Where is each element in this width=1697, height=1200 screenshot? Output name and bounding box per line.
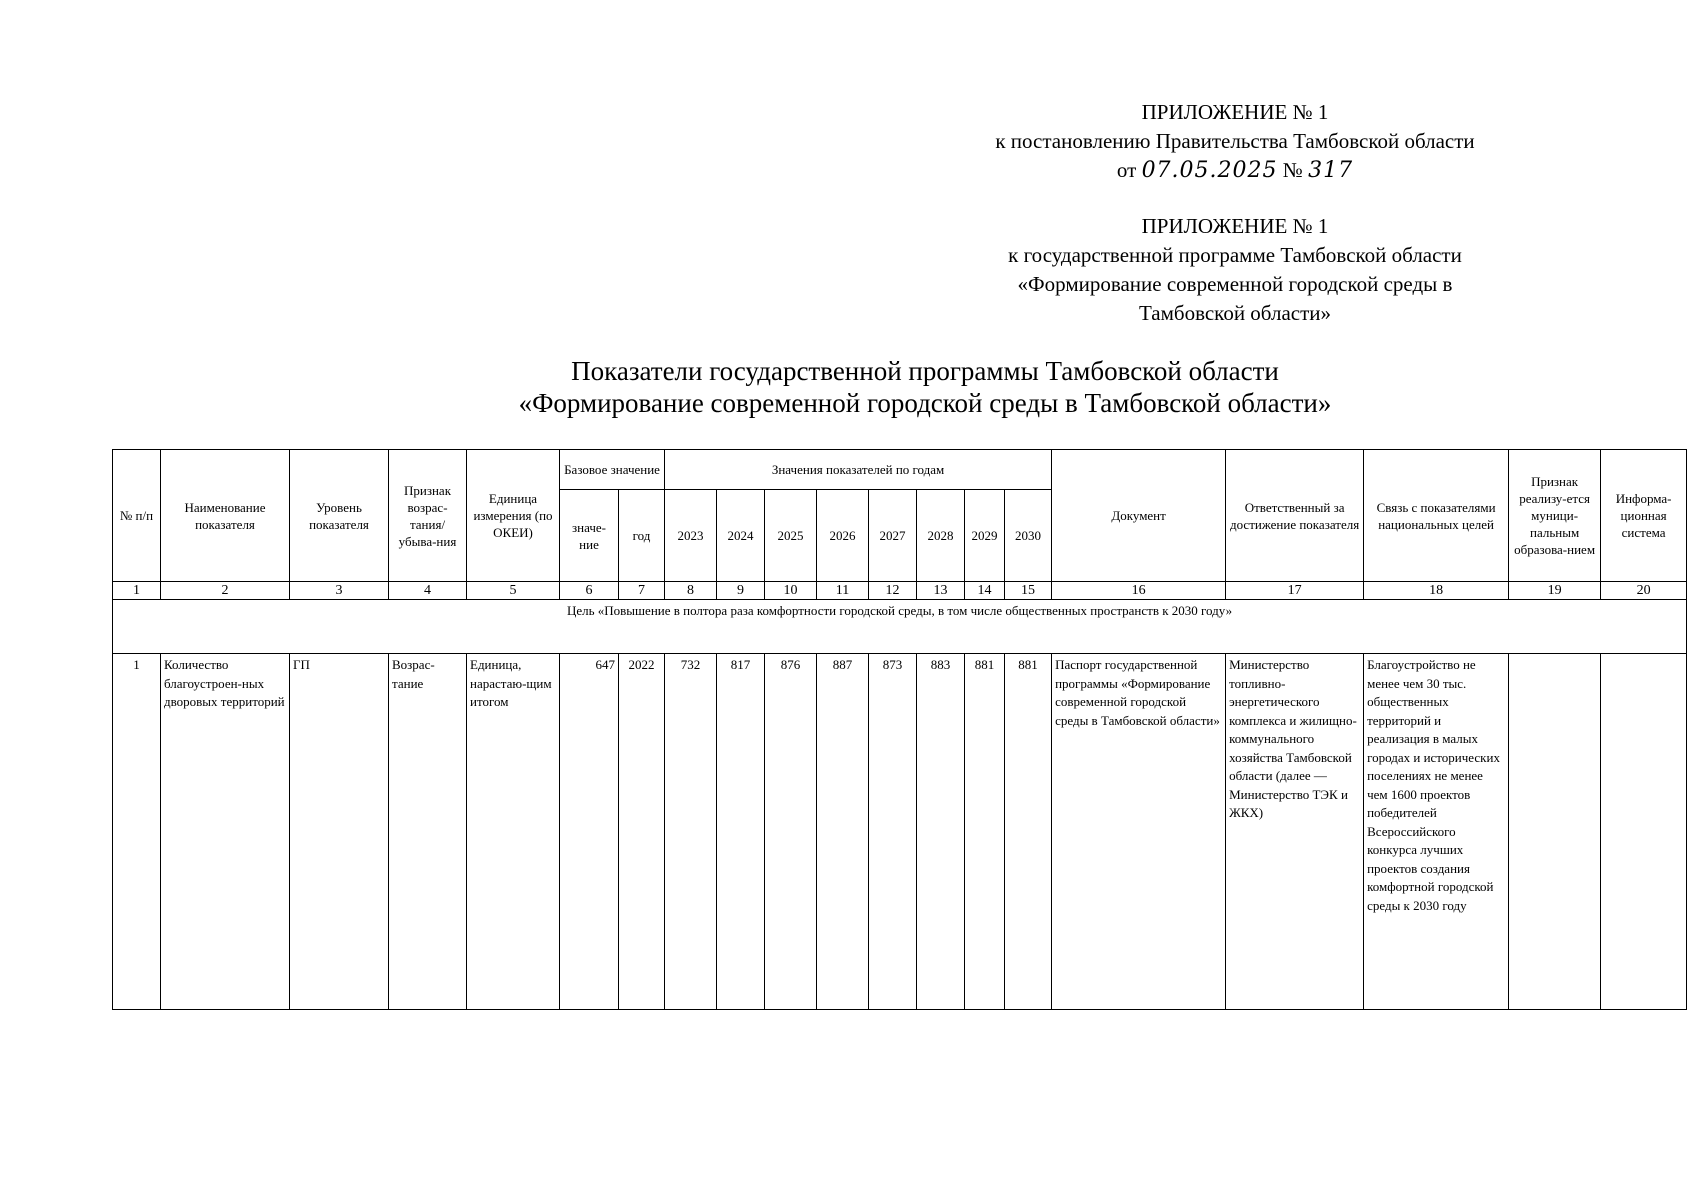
- row-info-system: [1601, 654, 1687, 1010]
- column-number: 13: [917, 582, 965, 600]
- number-label: №: [1282, 158, 1303, 182]
- row-unit: Единица, нарастаю-щим итогом: [467, 654, 560, 1010]
- handwritten-number: 317: [1308, 158, 1354, 183]
- header-year: 2023: [665, 490, 717, 582]
- column-number: 7: [619, 582, 665, 600]
- header-year: 2029: [965, 490, 1005, 582]
- row-name: Количество благоустроен-ных дворовых территорий: [161, 654, 290, 1010]
- header-base: Базовое значение: [560, 450, 665, 490]
- indicators-table: [112, 449, 1687, 1010]
- row-num: 1: [113, 654, 161, 1010]
- row-document: Паспорт государственной программы «Формирование современной городской среды в Тамбовской области»: [1052, 654, 1226, 1010]
- row-year-value: 876: [765, 654, 817, 1010]
- column-number: 3: [290, 582, 389, 600]
- column-number: 4: [389, 582, 467, 600]
- row-base-year: 2022: [619, 654, 665, 1010]
- row-municipal: [1509, 654, 1601, 1010]
- appendix-decree-heading: ПРИЛОЖЕНИЕ № 1: [1141, 100, 1329, 124]
- row-year-value: 881: [1005, 654, 1052, 1010]
- row-year-value: 883: [917, 654, 965, 1010]
- header-year: 2026: [817, 490, 869, 582]
- column-number: 11: [817, 582, 869, 600]
- row-responsible: Министерство топливно-энергетического комплекса и жилищно-коммунального хозяйства Тамбовской области (далее — Министерство ТЭК и ЖКХ): [1226, 654, 1364, 1010]
- header-years-group: Значения показателей по годам: [665, 450, 1052, 490]
- header-year: 2028: [917, 490, 965, 582]
- appendix-program-reference: к государственной программе Тамбовской области: [1008, 243, 1462, 267]
- header-info-system: Информа-ционная система: [1601, 450, 1687, 582]
- header-unit: Единица измерения (по ОКЕИ): [467, 450, 560, 582]
- header-year: 2024: [717, 490, 765, 582]
- appendix-program-name-line1: «Формирование современной городской среды в: [1017, 272, 1453, 296]
- column-number: 20: [1601, 582, 1687, 600]
- column-number: 17: [1226, 582, 1364, 600]
- header-municipal: Признак реализу-ется муници-пальным образова-нием: [1509, 450, 1601, 582]
- column-number: 10: [765, 582, 817, 600]
- row-level: ГП: [290, 654, 389, 1010]
- appendix-program-name-line2: Тамбовской области»: [1138, 301, 1332, 325]
- row-year-value: 732: [665, 654, 717, 1010]
- header-trend: Признак возрас-тания/ убыва-ния: [389, 450, 467, 582]
- column-number: 15: [1005, 582, 1052, 600]
- row-year-value: 817: [717, 654, 765, 1010]
- header-level: Уровень показателя: [290, 450, 389, 582]
- title-line-1: Показатели государственной программы Тамбовской области: [571, 356, 1279, 386]
- row-base-value: 647: [560, 654, 619, 1010]
- column-number: 8: [665, 582, 717, 600]
- column-number: 19: [1509, 582, 1601, 600]
- row-year-value: 881: [965, 654, 1005, 1010]
- header-base-value: значе-ние: [560, 490, 619, 582]
- column-number: 9: [717, 582, 765, 600]
- column-number: 6: [560, 582, 619, 600]
- header-document: Документ: [1052, 450, 1226, 582]
- header-year: 2025: [765, 490, 817, 582]
- header-num: № п/п: [113, 450, 161, 582]
- row-year-value: 873: [869, 654, 917, 1010]
- header-year: 2027: [869, 490, 917, 582]
- row-year-value: 887: [817, 654, 869, 1010]
- title-line-2: «Формирование современной городской среды в Тамбовской области»: [518, 388, 1332, 418]
- table-row: [113, 654, 1687, 1010]
- row-trend: Возрас-тание: [389, 654, 467, 1010]
- appendix-decree-reference: к постановлению Правительства Тамбовской области: [995, 129, 1475, 153]
- from-label: от: [1116, 158, 1137, 182]
- column-number: 2: [161, 582, 290, 600]
- column-number: 1: [113, 582, 161, 600]
- header-base-year: год: [619, 490, 665, 582]
- column-number: 5: [467, 582, 560, 600]
- column-number: 16: [1052, 582, 1226, 600]
- column-number: 14: [965, 582, 1005, 600]
- header-national-goals: Связь с показателями национальных целей: [1364, 450, 1509, 582]
- appendix-program-heading: ПРИЛОЖЕНИЕ № 1: [1141, 214, 1329, 238]
- document-title: [330, 355, 1520, 419]
- row-national-goals: Благоустройство не менее чем 30 тыс. общественных территорий и реализация в малых городах и исторических поселениях не менее чем 1600 проектов победителей Всероссийского конкурса лучших проектов создания комфортной городской среды к 2030 году: [1364, 654, 1509, 1010]
- header-name: Наименование показателя: [161, 450, 290, 582]
- header-responsible: Ответственный за достижение показателя: [1226, 450, 1364, 582]
- appendix-decree-block: [935, 98, 1535, 185]
- appendix-program-block: [935, 212, 1535, 328]
- column-number: 18: [1364, 582, 1509, 600]
- header-year: 2030: [1005, 490, 1052, 582]
- appendix-decree-date-line: [935, 156, 1535, 185]
- goal-row: Цель «Повышение в полтора раза комфортности городской среды, в том числе общественных пространств к 2030 году»: [113, 600, 1687, 654]
- handwritten-date: 07.05.2025: [1141, 158, 1278, 183]
- column-number: 12: [869, 582, 917, 600]
